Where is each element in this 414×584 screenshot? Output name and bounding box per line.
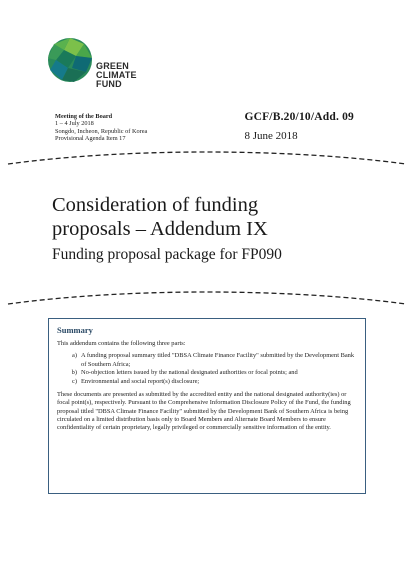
document-code: GCF/B.20/10/Add. 09 (244, 111, 354, 123)
meeting-location: Songdo, Incheon, Republic of Korea (55, 127, 148, 135)
meeting-agenda-item: Provisional Agenda Item 17 (55, 135, 126, 143)
gcf-wordmark (96, 62, 156, 89)
summary-intro: This addendum contains the following three parts: (57, 340, 186, 348)
logo-line-3: FUND (96, 79, 122, 89)
summary-list-item (57, 352, 357, 368)
meeting-title: Meeting of the Board (55, 113, 113, 120)
summary-list-item (57, 369, 357, 377)
list-item-text: A funding proposal summary titled "DBSA Climate Finance Facility" submitted by the Development Bank of Southern Africa; (81, 352, 355, 368)
list-item-text: No-objection letters issued by the national designated authorities or focal points; and (81, 369, 298, 377)
document-subtitle: Funding proposal package for FP090 (52, 246, 282, 263)
summary-box (48, 318, 366, 494)
logo-line-2: CLIMATE (96, 70, 137, 80)
logo-line-1: GREEN (96, 61, 130, 71)
meeting-info (55, 113, 215, 143)
meeting-dates: 1 – 4 July 2018 (55, 120, 94, 128)
document-reference (244, 111, 354, 142)
summary-body-paragraph: These documents are presented as submitted by the accredited entity and the national designated authority(ies) or focal point(s), respectively. Pursuant to the Comprehensive Information Disclosure Policy of the Fund, the funding proposal titled "DBSA Climate Finance Facility" submitted by the Development Bank of Southern Africa is being circulated on a limited distribution basis only to Board Members and Alternate Board Members to ensure confidentiality of certain proprietary, legally privileged or commercially sensitive information of the entity. (57, 391, 351, 432)
list-item-text: Environmental and social report(s) disclosure; (81, 378, 200, 386)
list-marker: b) (71, 369, 77, 377)
top-divider (6, 150, 408, 168)
gcf-logo (46, 36, 146, 96)
summary-title: Summary (57, 325, 93, 335)
document-heading (52, 193, 382, 265)
document-date: 8 June 2018 (244, 130, 298, 142)
summary-list (57, 352, 357, 386)
document-title-line-1: Consideration of funding (52, 194, 259, 216)
summary-list-item (57, 378, 357, 386)
bottom-divider (6, 290, 408, 308)
document-title-line-2: proposals – Addendum IX (52, 218, 268, 240)
list-marker: a) (72, 352, 77, 360)
list-marker: c) (72, 378, 77, 386)
gcf-globe-icon (46, 36, 94, 84)
